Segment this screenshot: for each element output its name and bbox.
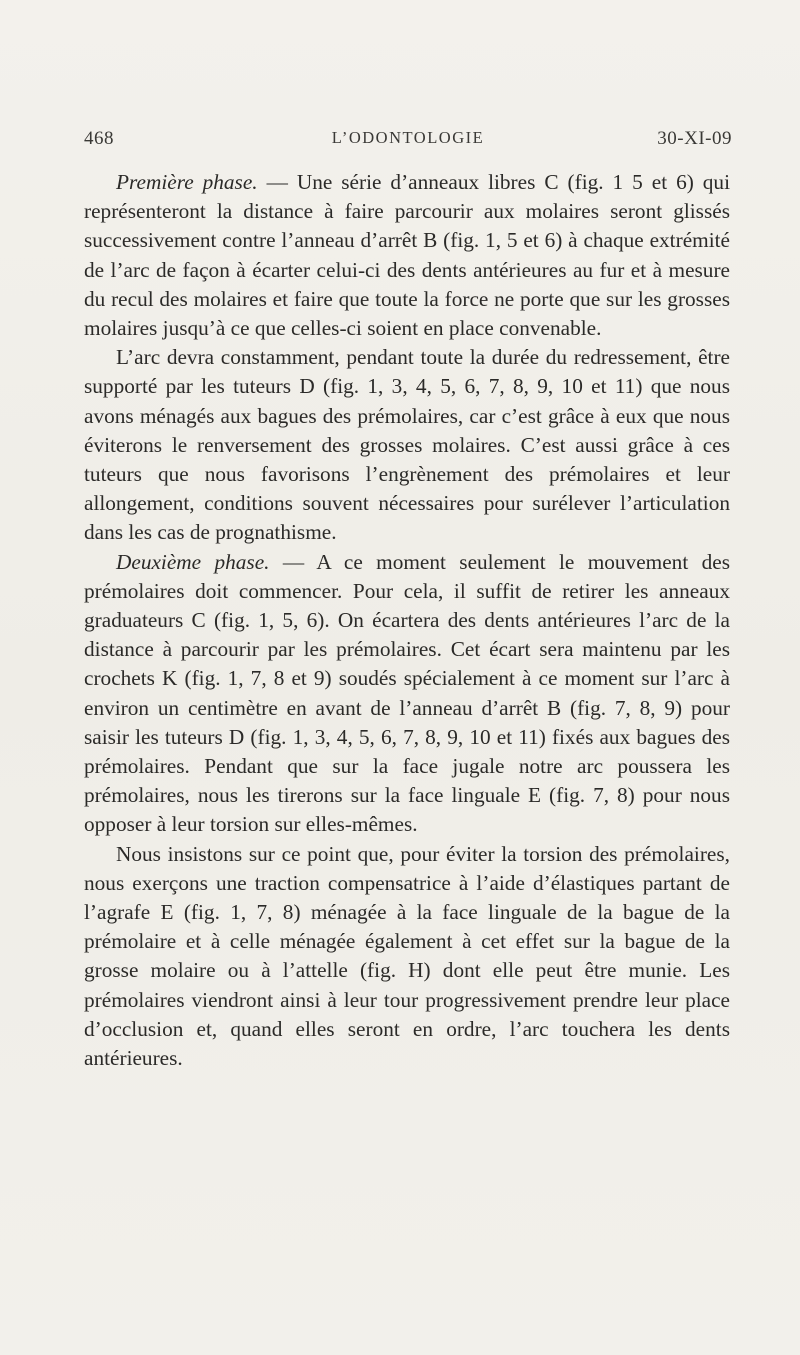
paragraph-text: L’arc devra constamment, pendant toute la durée du redressement, être supporté par les tuteurs D (fig. 1, 3, 4, 5, 6, 7, 8, 9, 10 et 11) que nous avons ménagés aux bagues des prémolaires, car c’est grâce à eux que nous éviterons le renversement des grosses molaires. C’est aussi grâce à ces tuteurs que nous favorisons l’engrènement des prémolaires et leur allongement, conditions souvent nécessaires pour surélever l’articulation dans les cas de prognathisme. (84, 345, 730, 545)
section-lead-premiere-phase: Première phase. (116, 170, 258, 194)
paragraph-text: — A ce moment seulement le mouvement des prémolaires doit commencer. Pour cela, il suffit de retirer les anneaux graduateurs C (fig. 1, 5, 6). On écartera des dents antérieures l’arc de la distance à parcourir par les prémolaires. Cet écart sera maintenu par les crochets K (fig. 1, 7, 8 et 9) soudés spécialement à ce moment sur l’arc à environ un centimètre en avant de l’anneau d’arrêt B (fig. 7, 8, 9) pour saisir les tuteurs D (fig. 1, 3, 4, 5, 6, 7, 8, 9, 10 et 11) fixés aux bagues des prémolaires. Pendant que sur la face jugale notre arc poussera les prémolaires, nous les tirerons sur la face linguale E (fig. 7, 8) pour nous opposer à leur torsion sur elles-mêmes. (84, 549, 730, 837)
page-number: 468 (84, 128, 114, 149)
paragraph-deuxieme-phase (84, 548, 730, 840)
running-header (84, 128, 732, 156)
paragraph-arc-support (84, 343, 730, 547)
paragraph-premiere-phase (84, 168, 730, 343)
body-text (84, 168, 730, 1073)
issue-date: 30-XI-09 (657, 128, 732, 149)
section-lead-deuxieme-phase: Deuxième phase. (116, 549, 270, 574)
paragraph-text: — Une série d’anneaux libres C (fig. 1 5 et 6) qui représenteront la distance à faire parcourir aux molaires seront glissés successivement contre l’anneau d’arrêt B (fig. 1, 5 et 6) à chaque extrémité de l’arc de façon à écarter celui-ci des dents antérieures au fur et à mesure du recul des molaires et faire que toute la force ne porte que sur les grosses molaires jusqu’à ce que celles-ci soient en place convenable. (84, 170, 730, 341)
paragraph-text: Nous insistons sur ce point que, pour éviter la torsion des prémolaires, nous exerçons une traction compensatrice à l’aide d’élastiques partant de l’agrafe E (fig. 1, 7, 8) ménagée à la face linguale de la bague de la prémolaire et à celle ménagée également à cet effet sur la bague de la grosse molaire ou à l’attelle (fig. H) dont elle peut être munie. Les prémolaires viendront ainsi à leur tour progressivement prendre leur place d’occlusion et, quand elles seront en ordre, l’arc touchera les dents antérieures. (84, 841, 730, 1071)
paragraph-torsion (84, 840, 730, 1074)
journal-title: L’ODONTOLOGIE (331, 128, 485, 147)
